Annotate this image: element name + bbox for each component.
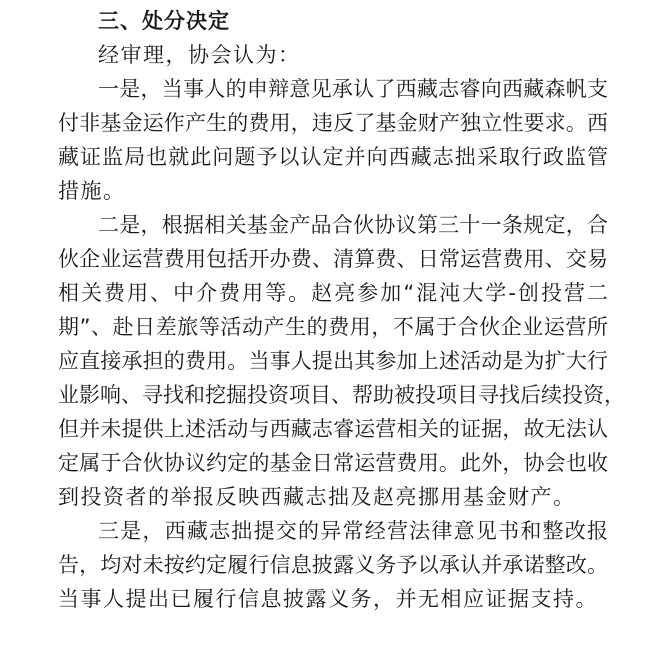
paragraph-3-line-2: 告，均对未按约定履行信息披露义务予以承认并承诺整改。 (58, 553, 608, 577)
paragraph-2-line-4: 期”、赴日差旅等活动产生的费用，不属于合伙企业运营所 (58, 315, 608, 339)
section-heading: 三、处分决定 (98, 9, 230, 33)
paragraph-3-line-1: 三是，西藏志拙提交的异常经营法律意见书和整改报 (98, 519, 608, 543)
paragraph-2-line-3: 相关费用、中介费用等。赵亮参加“混沌大学-创投营二 (58, 281, 608, 305)
intro-line: 经审理，协会认为： (98, 43, 301, 67)
paragraph-1-line-4: 措施。 (58, 179, 126, 203)
paragraph-1-line-1: 一是，当事人的申辩意见承认了西藏志睿向西藏森帆支 (98, 77, 608, 101)
paragraph-2-line-8: 定属于合伙协议约定的基金日常运营费用。此外，协会也收 (58, 451, 608, 475)
paragraph-2-line-6: 业影响、寻找和挖掘投资项目、帮助被投项目寻找后续投资， (58, 383, 625, 407)
paragraph-1-line-3: 藏证监局也就此问题予以认定并向西藏志拙采取行政监管 (58, 145, 608, 169)
paragraph-2-line-1: 二是，根据相关基金产品合伙协议第三十一条规定，合 (98, 213, 608, 237)
paragraph-1-line-2: 付非基金运作产生的费用，违反了基金财产独立性要求。西 (58, 111, 608, 135)
paragraph-2-line-9: 到投资者的举报反映西藏志拙及赵亮挪用基金财产。 (58, 485, 576, 509)
paragraph-2-line-5: 应直接承担的费用。当事人提出其参加上述活动是为扩大行 (58, 349, 608, 373)
paragraph-3-line-3: 当事人提出已履行信息披露义务，并无相应证据支持。 (58, 587, 598, 611)
paragraph-2-line-7: 但并未提供上述活动与西藏志睿运营相关的证据，故无法认 (58, 417, 608, 441)
paragraph-2-line-2: 伙企业运营费用包括开办费、清算费、日常运营费用、交易 (58, 247, 608, 271)
